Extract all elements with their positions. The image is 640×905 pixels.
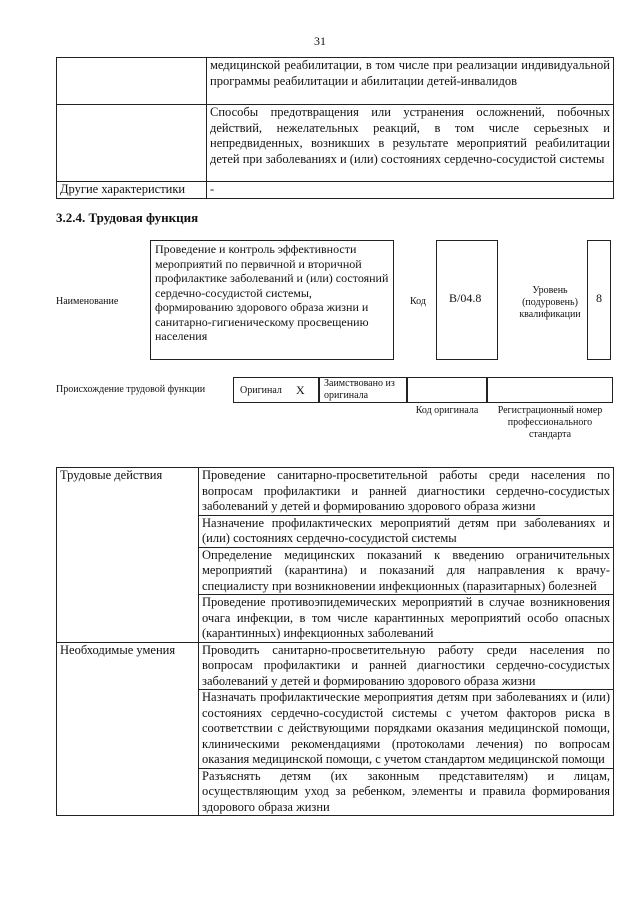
original-box — [233, 377, 319, 403]
top-table — [56, 57, 614, 199]
level-label: Уровень (подуровень) квалификации — [519, 285, 581, 320]
borrowed-box — [319, 377, 407, 403]
code-value-box: B/04.8 — [436, 240, 498, 360]
level-value-box: 8 — [587, 240, 611, 360]
function-name-box: Проведение и контроль эффективности мероприятий по первичной и вторичной профилактике заболеваний и (или) состояний сердечно-сосудистой системы, формированию здорового образа жизни и санитарно-гигиеническому просвещению населения — [150, 240, 394, 360]
original-label: Оригинал — [240, 385, 282, 396]
original-mark: X — [296, 383, 305, 397]
name-label: Наименование — [56, 296, 119, 307]
table-cell-text: Назначать профилактические мероприятия детям при заболеваниях и (или) состояниях сердечно-сосудистой системы с учетом факторов риска в соответствии с действующими порядками оказания медицинской помощи, клиническими рекомендациями (протоколами лечения) по вопросам оказания медицинской помощи, с учетом стандартом медицинской помощи — [199, 690, 614, 769]
main-table — [56, 467, 614, 816]
table-cell-text: Назначение профилактических мероприятий детям при заболеваниях и (или) состояниях сердечно-сосудистой системы — [199, 515, 614, 547]
table-cell-label — [57, 105, 207, 182]
code-label: Код — [410, 296, 426, 307]
registration-caption: Регистрационный номер профессионального стандарта — [497, 405, 603, 440]
section-heading: 3.2.4. Трудовая функция — [56, 210, 199, 225]
table-row — [57, 468, 614, 516]
table-row — [57, 642, 614, 690]
group-label: Трудовые действия — [57, 468, 199, 643]
table-cell-text: - — [207, 182, 614, 199]
table-cell-text: Способы предотвращения или устранения осложнений, побочных действий, нежелательных реакций, в том числе серьезных и непредвиденных, возникших в результате мероприятий реабилитации детей при заболеваниях и (или) состояниях сердечно-сосудистой системы — [207, 105, 614, 182]
table-cell-label — [57, 58, 207, 105]
table-cell-text: Разъяснять детям (их законным представителям) и лицам, осуществляющим уход за ребенком, элементы и правила формирования здорового образа жизни — [199, 768, 614, 816]
table-cell-text: медицинской реабилитации, в том числе при реализации индивидуальной программы реабилитации и абилитации детей-инвалидов — [207, 58, 614, 105]
group-label: Необходимые умения — [57, 642, 199, 816]
table-cell-label: Другие характеристики — [57, 182, 207, 199]
table-cell-text: Определение медицинских показаний к введению ограничительных мероприятий (карантина) и показаний для направления к врачу-специалисту при возникновении инфекционных (паразитарных) болезней — [199, 547, 614, 595]
registration-number-box — [487, 377, 613, 403]
table-cell-text: Проводить санитарно-просветительную работу среди населения по вопросам профилактики и ранней диагностики сердечно-сосудистых заболеваний у детей и формированию здорового образа жизни — [199, 642, 614, 690]
table-row — [57, 182, 614, 199]
table-row — [57, 105, 614, 182]
original-code-box — [407, 377, 487, 403]
origin-label: Происхождение трудовой функции — [56, 384, 206, 395]
borrowed-label: Заимствовано из оригинала — [324, 378, 395, 401]
table-row — [57, 58, 614, 105]
code-caption: Код оригинала — [415, 405, 479, 416]
page-number: 31 — [314, 34, 326, 48]
table-cell-text: Проведение противоэпидемических мероприятий в случае возникновения очага инфекции, в том числе карантинных мероприятий особо опасных (карантинных) инфекционных заболеваний — [199, 595, 614, 643]
table-cell-text: Проведение санитарно-просветительной работы среди населения по вопросам профилактики и ранней диагностики сердечно-сосудистых заболеваний у детей и формированию здорового образа жизни — [199, 468, 614, 516]
